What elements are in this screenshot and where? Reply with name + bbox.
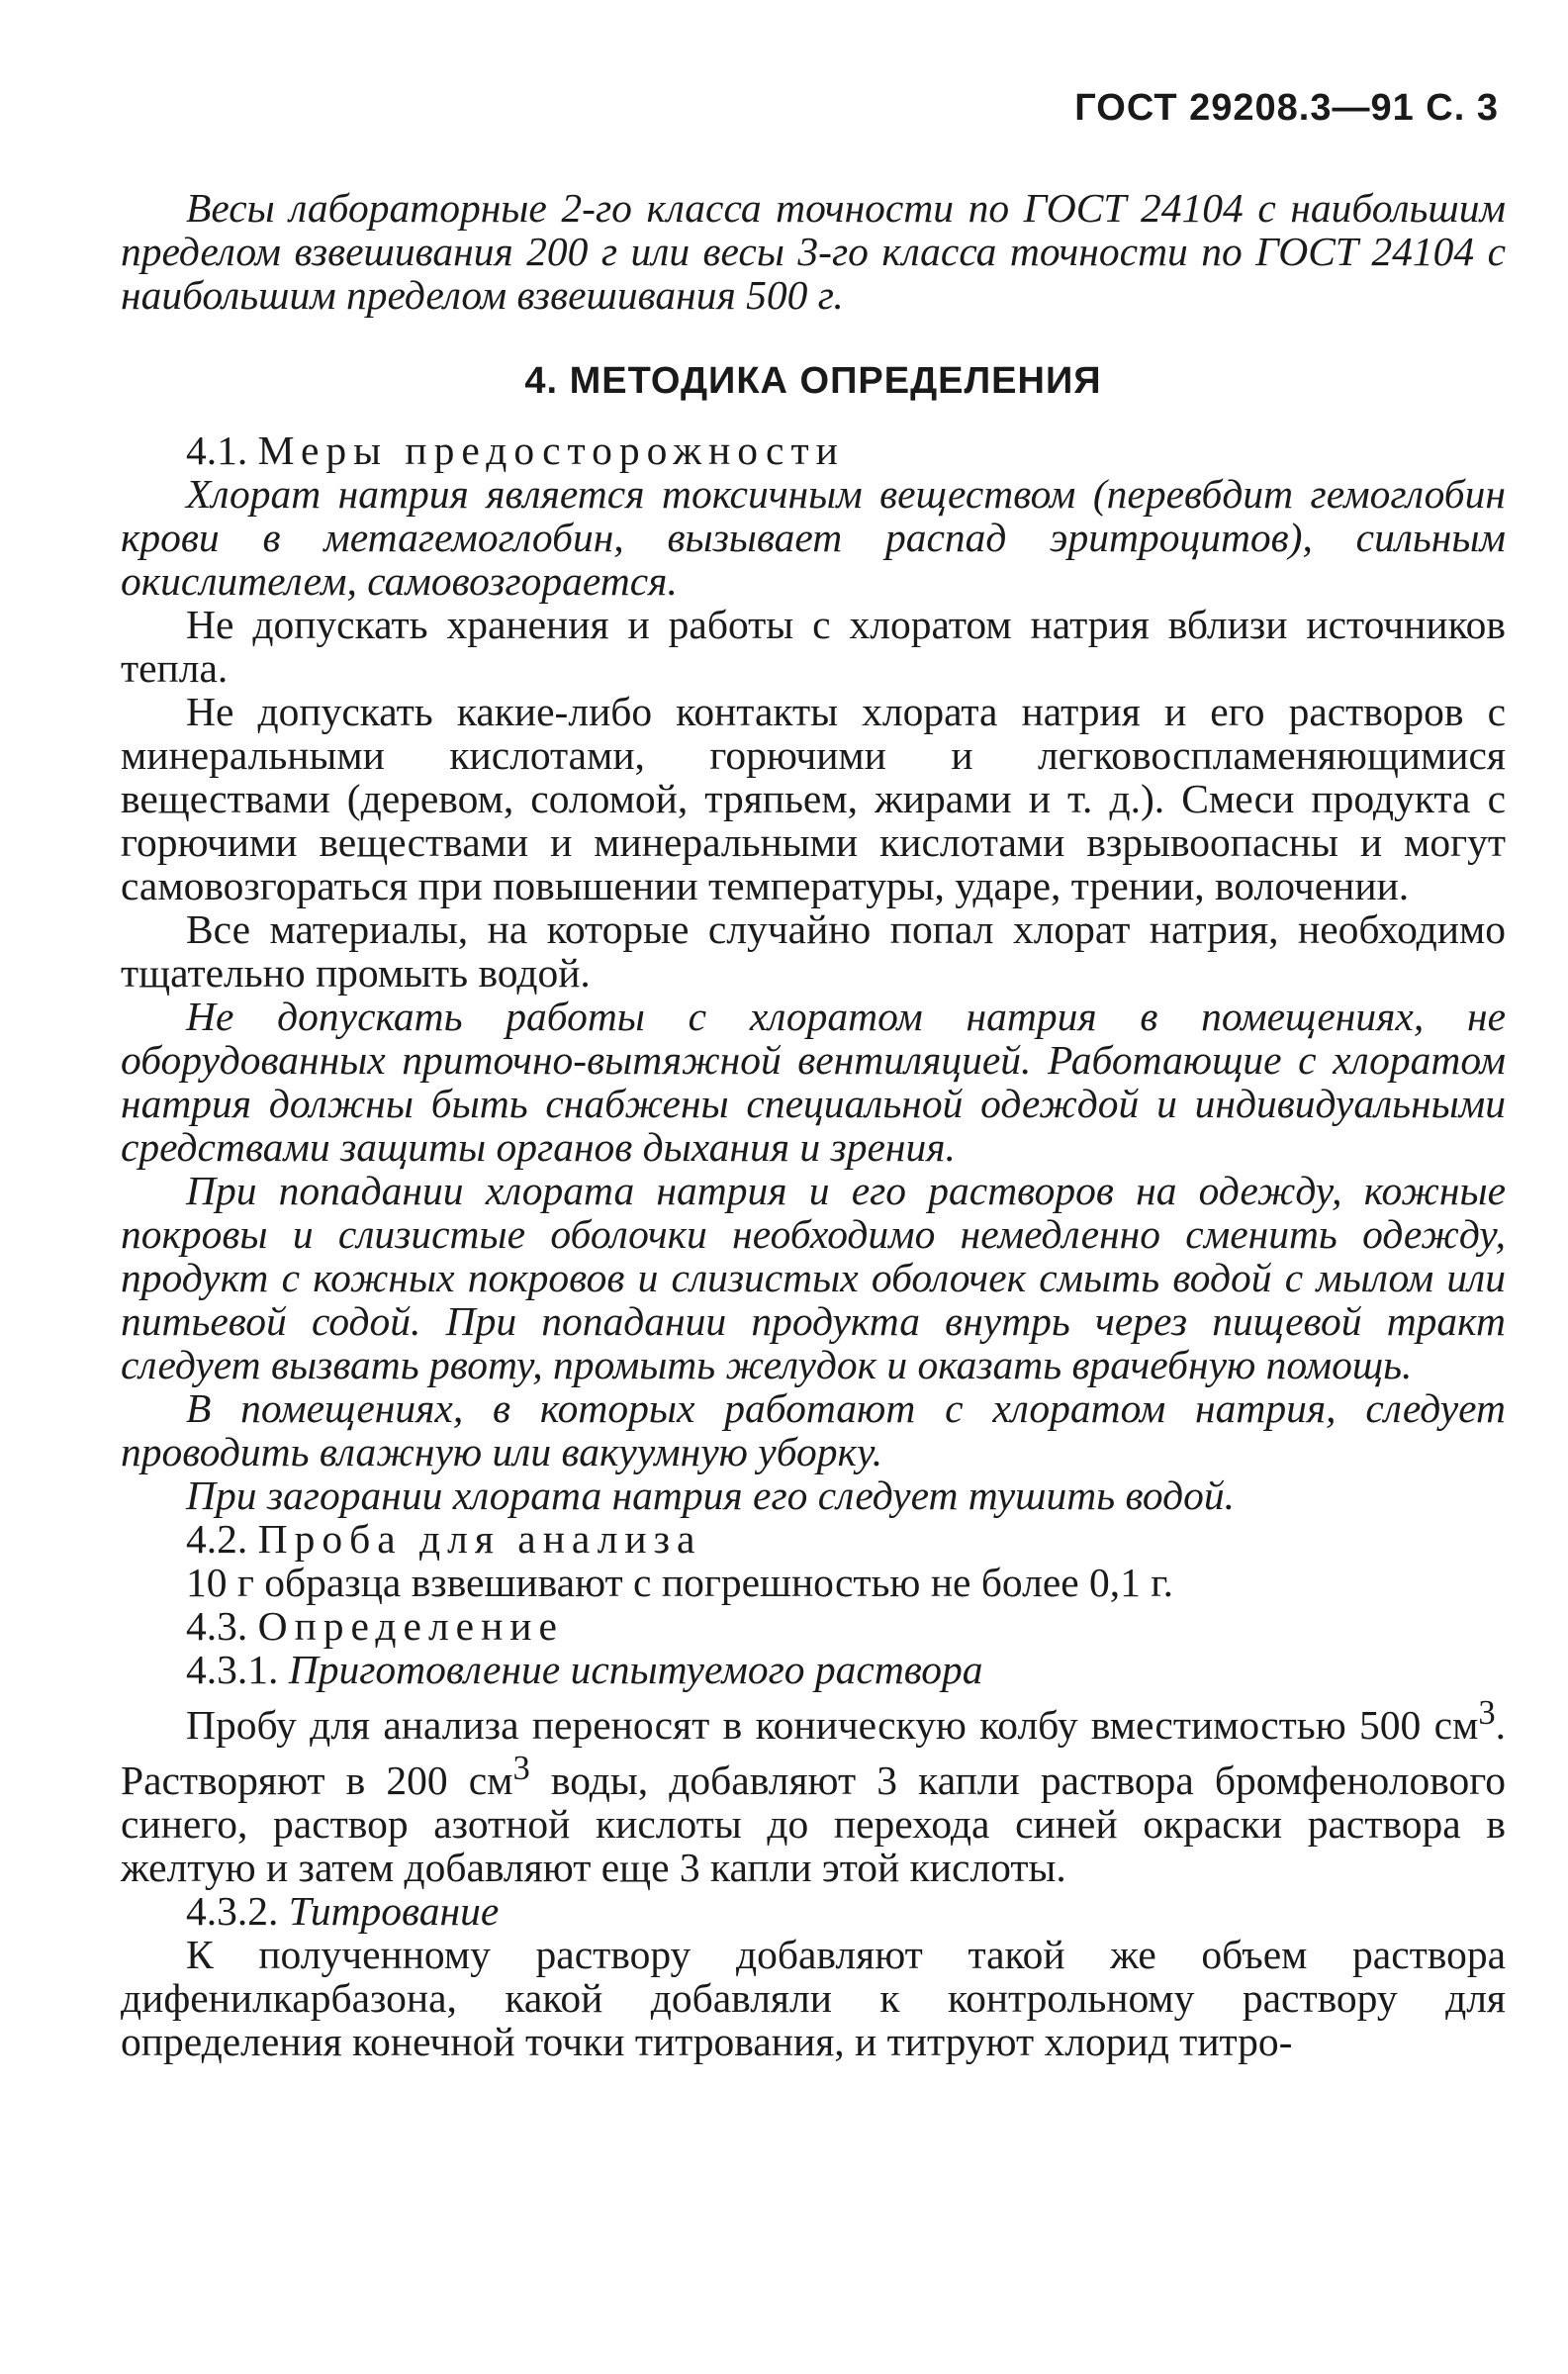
subsection-4-3-heading: [121, 1604, 1506, 1648]
text-run: Пробу для анализа переносят в коническую колбу вместимостью 500 см: [186, 1701, 1479, 1748]
subsection-title: Определение: [257, 1603, 564, 1649]
page-content: [121, 186, 1506, 2063]
subsection-title: Меры предосторожности: [257, 427, 845, 473]
section-heading: 4. МЕТОДИКА ОПРЕДЕЛЕНИЯ: [524, 360, 1102, 402]
subsection-number: 4.3.2.: [186, 1887, 279, 1934]
subsection-title: Приготовление испытуемого раствора: [288, 1647, 983, 1692]
subsection-number: 4.1.: [186, 427, 248, 473]
paragraph: Не допускать хранения и работы с хлоратом натрия вблизи источников тепла.: [121, 602, 1506, 691]
running-head: ГОСТ 29208.3—91 С. 3: [1074, 87, 1499, 129]
subsection-4-2-heading: [121, 1517, 1506, 1561]
text-run: воды, добавляют 3 капли раствора бромфенолового синего, раствор азотной кислоты до перехода синей окраски раствора в желтую и затем добавляют еще 3 капли этой кислоты.: [121, 1757, 1507, 1890]
subsection-4-3-1-heading: [121, 1648, 1506, 1691]
subsection-4-3-2-heading: [121, 1889, 1506, 1933]
intro-paragraph: Весы лабораторные 2-го класса точности по ГОСТ 24104 с наибольшим пределом взвешивания 200 г или весы 3-го класса точности по ГОСТ 24104 с наибольшим пределом взвешивания 500 г.: [121, 185, 1506, 318]
paragraph: При попадании хлората натрия и его растворов на одежду, кожные покровы и слизистые оболочки необходимо немедленно сменить одежду, продукт с кожных покровов и слизистых оболочек смыть водой с мылом или питьевой содой. При попадании продукта внутрь через пищевой тракт следует вызвать рвоту, промыть желудок и оказать врачебную помощь.: [121, 1168, 1506, 1387]
paragraph: Хлорат натрия является токсичным веществом (перевбдит гемоглобин крови в метагемоглобин, вызывает распад эритроцитов), сильным окислителем, самовозгорается.: [121, 471, 1506, 604]
paragraph: Все материалы, на которые случайно попал хлорат натрия, необходимо тщательно промыть водой.: [121, 906, 1506, 996]
subsection-4-1-heading: [121, 428, 1506, 472]
superscript: 3: [512, 1749, 530, 1787]
subsection-title: Проба для анализа: [257, 1516, 702, 1562]
subsection-number: 4.3.: [186, 1603, 248, 1649]
text-run: . Растворяют в 200 см: [121, 1701, 1506, 1803]
subsection-number: 4.2.: [186, 1516, 248, 1562]
paragraph: В помещениях, в которых работают с хлоратом натрия, следует проводить влажную или вакуумную уборку.: [121, 1385, 1506, 1474]
paragraph: 10 г образца взвешивают с погрешностью не более 0,1 г.: [186, 1560, 1174, 1605]
paragraph: К полученному раствору добавляют такой же объем раствора дифенилкарбазона, какой добавляли к контрольному раствору для определения конечной точки титрования, и титруют хлорид титро-: [121, 1931, 1506, 2064]
superscript: 3: [1478, 1694, 1496, 1732]
paragraph: Не допускать какие-либо контакты хлората натрия и его растворов с минеральными кислотами, горючими и легковоспламеняющимися веществами (деревом, соломой, тряпьем, жирами и т. д.). Смеси продукта с горючими веществами и минеральными кислотами взрывоопасны и могут самовозгораться при повышении температуры, ударе, трении, волочении.: [121, 689, 1506, 908]
subsection-number: 4.3.1.: [186, 1647, 279, 1692]
paragraph: При загорании хлората натрия его следует тушить водой.: [186, 1472, 1235, 1518]
paragraph: Не допускать работы с хлоратом натрия в помещениях, не оборудованных приточно-вытяжной вентиляцией. Работающие с хлоратом натрия должны быть снабжены специальной одеждой и индивидуальными средствами защиты органов дыхания и зрения.: [121, 994, 1506, 1170]
paragraph: [121, 1691, 1506, 1889]
subsection-title: Титрование: [288, 1887, 500, 1934]
